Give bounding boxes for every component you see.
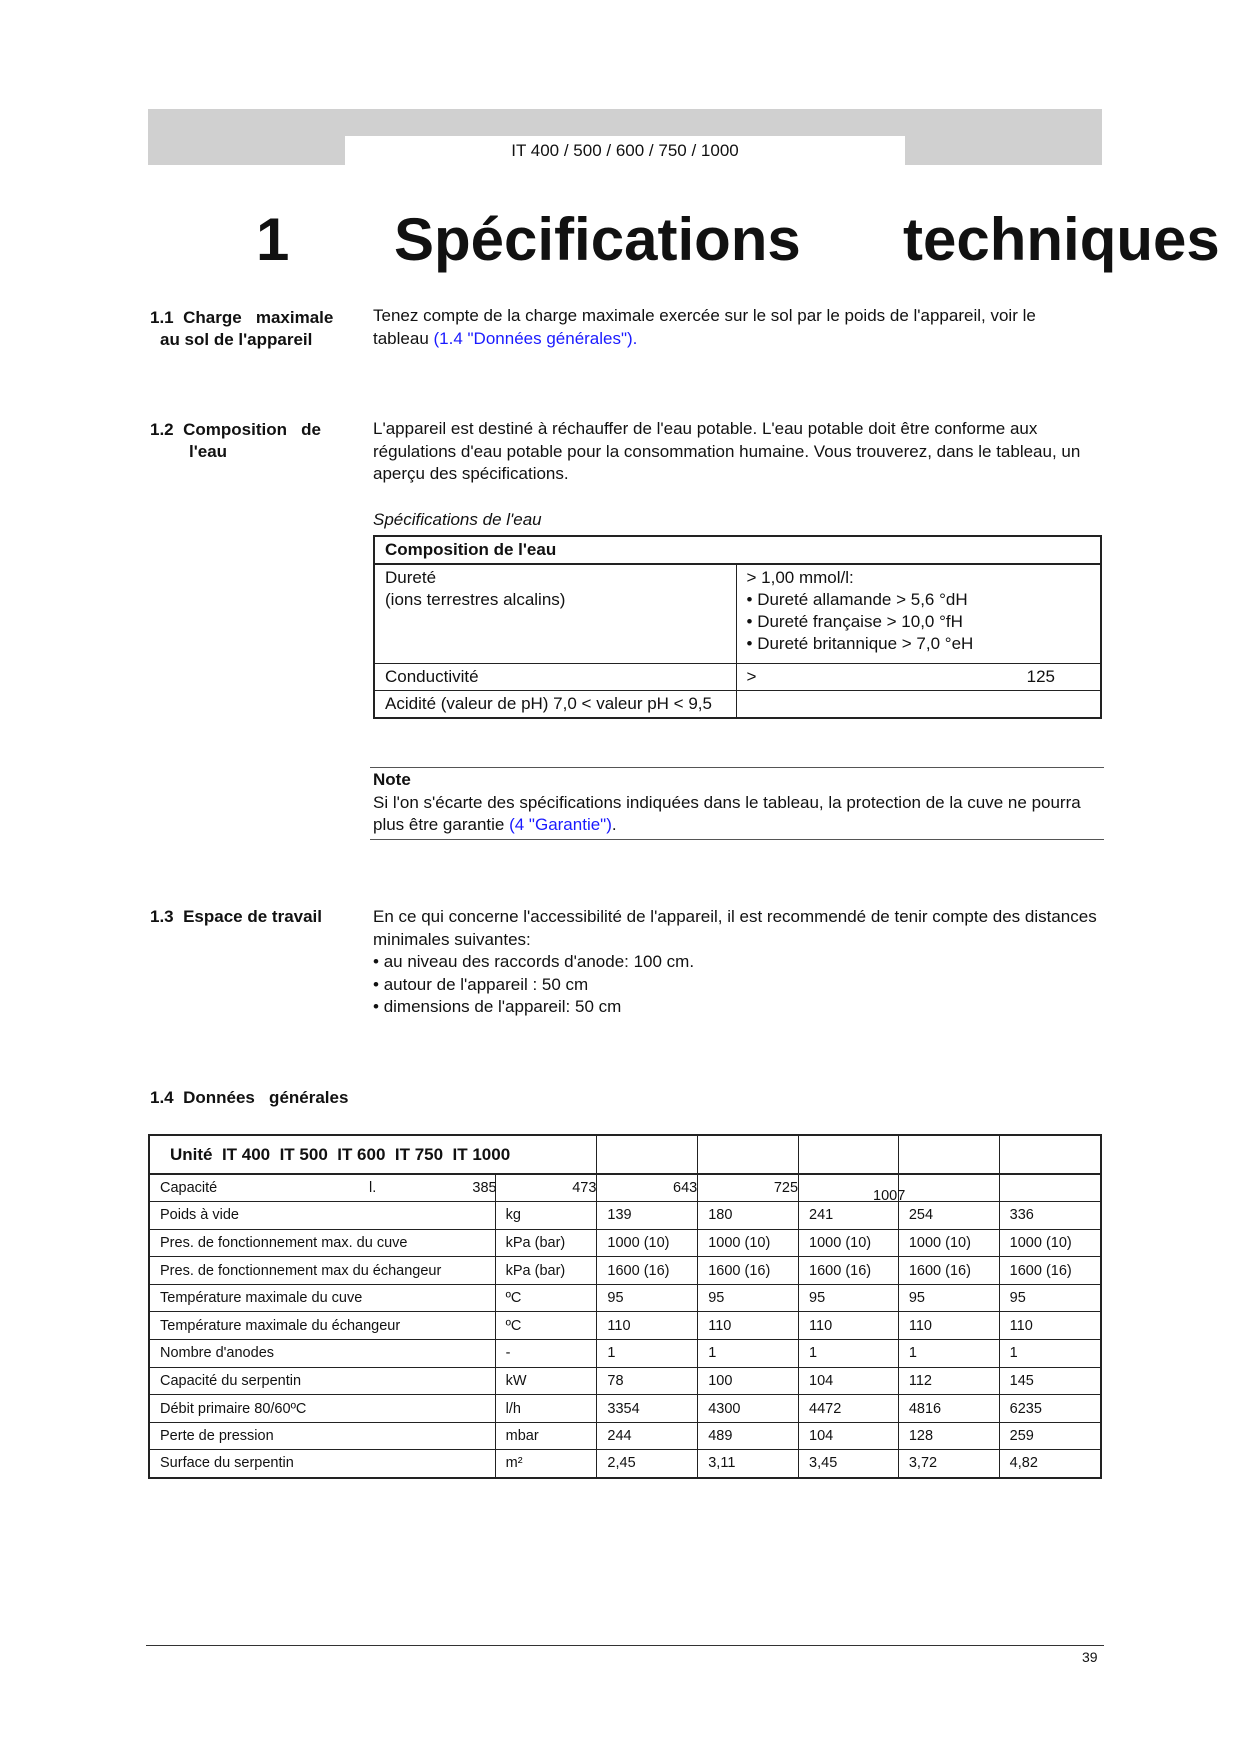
unit: mbar: [495, 1422, 597, 1450]
unit: kW: [495, 1367, 597, 1395]
value: 1: [898, 1340, 999, 1368]
paragraph: Tenez compte de la charge maximale exercée sur le sol par le poids de l'appareil, voir le: [373, 306, 1036, 325]
operator: >: [746, 666, 757, 686]
table-row: [149, 1367, 1101, 1395]
general-data-table: [148, 1134, 1102, 1479]
table-row: [149, 1340, 1101, 1368]
section-number: 1.4: [150, 1088, 174, 1107]
table-caption: Spécifications de l'eau: [373, 510, 542, 529]
section-1-1-text: [373, 305, 1103, 350]
list-item: • autour de l'appareil : 50 cm: [373, 974, 1103, 997]
value: 1600 (16): [698, 1257, 799, 1285]
section-number: 1.2: [150, 420, 174, 439]
unit: l.: [369, 1180, 377, 1197]
value: 95: [597, 1284, 698, 1312]
row-label: Pres. de fonctionnement max du échangeur: [149, 1257, 495, 1285]
value: 643: [597, 1174, 698, 1202]
conductivite-value: [736, 663, 1101, 690]
unit: kPa (bar): [495, 1229, 597, 1257]
value: 95: [898, 1284, 999, 1312]
unit: -: [495, 1340, 597, 1368]
unit: kg: [495, 1202, 597, 1230]
table-header: Composition de l'eau: [374, 536, 1101, 564]
value: 1000 (10): [597, 1229, 698, 1257]
chapter-title: [0, 205, 1241, 275]
value: 4300: [698, 1395, 799, 1423]
value: 78: [597, 1367, 698, 1395]
note-title: Note: [373, 770, 411, 789]
value: 100: [698, 1367, 799, 1395]
unit: kPa (bar): [495, 1257, 597, 1285]
paragraph-cont: tableau: [373, 328, 434, 348]
value: 4,82: [999, 1450, 1101, 1478]
table-row: [149, 1202, 1101, 1230]
list-item: • Dureté française > 10,0 °fH: [747, 611, 1091, 633]
value: 3,72: [898, 1450, 999, 1478]
value: 473: [495, 1174, 597, 1202]
water-spec-table: [373, 535, 1102, 719]
value: 139: [597, 1202, 698, 1230]
value: 6235: [999, 1395, 1101, 1423]
section-title: Espace de travail: [183, 907, 323, 926]
label: (ions terrestres alcalins): [385, 590, 566, 609]
row-label: Poids à vide: [149, 1202, 495, 1230]
section-title-line2: l'eau: [189, 442, 228, 461]
list-item: • dimensions de l'appareil: 50 cm: [373, 996, 1103, 1019]
value: 1000 (10): [799, 1229, 899, 1257]
label: Dureté: [385, 568, 437, 587]
value: 1600 (16): [597, 1257, 698, 1285]
value: 725: [698, 1174, 799, 1202]
divider: [370, 839, 1104, 840]
row-label: Débit primaire 80/60ºC: [149, 1395, 495, 1423]
row-label: Température maximale du échangeur: [149, 1312, 495, 1340]
row-label: Température maximale du cuve: [149, 1284, 495, 1312]
value: 104: [799, 1367, 899, 1395]
section-1-2-text: L'appareil est destiné à réchauffer de l'eau potable. L'eau potable doit être conforme aux régulations d'eau potable pour la consommation humaine. Vous trouverez, dans le tableau, un aperçu des spécifications.: [373, 419, 1081, 483]
row-label: Nombre d'anodes: [149, 1340, 495, 1368]
value: 489: [698, 1422, 799, 1450]
value: 3,11: [698, 1450, 799, 1478]
chapter-number: 1: [256, 206, 290, 273]
value: 1000 (10): [999, 1229, 1101, 1257]
value: 4472: [799, 1395, 899, 1423]
table-row: [149, 1257, 1101, 1285]
unit: ºC: [495, 1312, 597, 1340]
empty-cell: [736, 690, 1101, 718]
cell: [799, 1174, 906, 1205]
value: > 1,00 mmol/l:: [746, 568, 854, 587]
footer-rule: [146, 1645, 1104, 1646]
value: 95: [999, 1284, 1101, 1312]
chapter-word2: techniques: [903, 206, 1220, 273]
header-title: IT 400 / 500 / 600 / 750 / 1000: [345, 136, 905, 165]
section-1-2-heading: [150, 419, 321, 463]
table-header: Unité IT 400 IT 500 IT 600 IT 750 IT 1000: [170, 1145, 511, 1164]
row-label: Pres. de fonctionnement max. du cuve: [149, 1229, 495, 1257]
unit: ºC: [495, 1284, 597, 1312]
value: 1007: [873, 1188, 906, 1205]
table-row: [149, 1422, 1101, 1450]
value: 1600 (16): [898, 1257, 999, 1285]
row-label: Surface du serpentin: [149, 1450, 495, 1478]
list-item: • Dureté britannique > 7,0 °eH: [747, 633, 1091, 655]
value: 3354: [597, 1395, 698, 1423]
value: 1: [999, 1340, 1101, 1368]
value: 4816: [898, 1395, 999, 1423]
link-garantie[interactable]: (4 "Garantie"): [509, 815, 612, 834]
value: 385: [472, 1180, 497, 1197]
value: 1000 (10): [698, 1229, 799, 1257]
value: 110: [799, 1312, 899, 1340]
durete-value: [736, 564, 1101, 663]
durete-label: [374, 564, 736, 663]
note: [373, 769, 1103, 837]
conductivite-label: Conductivité: [374, 663, 736, 690]
section-title: Composition de: [183, 420, 321, 439]
value: 95: [799, 1284, 899, 1312]
row-label: Perte de pression: [149, 1422, 495, 1450]
section-1-3-heading: [150, 906, 322, 928]
page-number: 39: [1082, 1649, 1098, 1665]
value: 1: [698, 1340, 799, 1368]
section-title: Charge maximale: [183, 308, 334, 327]
table-row: [149, 1312, 1101, 1340]
table-row: [149, 1450, 1101, 1478]
section-number: 1.3: [150, 907, 174, 926]
value: 259: [999, 1422, 1101, 1450]
table-row-capacity: [149, 1174, 1101, 1202]
section-1-1-heading: [150, 307, 333, 351]
value: 104: [799, 1422, 899, 1450]
chapter-word1: Spécifications: [394, 206, 801, 273]
link-donnees-generales[interactable]: (1.4 "Données générales").: [433, 328, 638, 348]
value: 145: [999, 1367, 1101, 1395]
list-item: • au niveau des raccords d'anode: 100 cm.: [373, 951, 1103, 974]
value: 110: [597, 1312, 698, 1340]
row-label: Capacité: [160, 1180, 218, 1197]
value: 244: [597, 1422, 698, 1450]
divider: [370, 767, 1104, 768]
value: 336: [999, 1202, 1101, 1230]
section-number: 1.1: [150, 308, 174, 327]
section-title: Données générales: [183, 1088, 349, 1107]
capacity-cell: [149, 1174, 495, 1202]
value: 254: [898, 1202, 999, 1230]
unit: m²: [495, 1450, 597, 1478]
value: 1000 (10): [898, 1229, 999, 1257]
value: 2,45: [597, 1450, 698, 1478]
value: 110: [999, 1312, 1101, 1340]
value: 1600 (16): [999, 1257, 1101, 1285]
note-end: .: [611, 815, 617, 834]
value: 110: [698, 1312, 799, 1340]
value: 180: [698, 1202, 799, 1230]
acidite-label: Acidité (valeur de pH) 7,0 < valeur pH < 9,5: [374, 690, 736, 718]
table-row: [149, 1284, 1101, 1312]
unit: l/h: [495, 1395, 597, 1423]
section-1-3-text: [373, 906, 1103, 1019]
value: 95: [698, 1284, 799, 1312]
value: 3,45: [799, 1450, 899, 1478]
section-title-line2: au sol de l'appareil: [160, 330, 313, 349]
paragraph: En ce qui concerne l'accessibilité de l'appareil, il est recommendé de tenir compte des distances minimales suivantes:: [373, 907, 1097, 949]
list-item: • Dureté allamande > 5,6 °dH: [747, 589, 1091, 611]
table-row: [149, 1229, 1101, 1257]
value: 1: [799, 1340, 899, 1368]
section-1-4-heading: [150, 1087, 348, 1109]
table-row: [149, 1395, 1101, 1423]
value: 125: [1026, 666, 1055, 686]
value: 112: [898, 1367, 999, 1395]
value: 128: [898, 1422, 999, 1450]
value: 1600 (16): [799, 1257, 899, 1285]
value: 110: [898, 1312, 999, 1340]
value: 1: [597, 1340, 698, 1368]
row-label: Capacité du serpentin: [149, 1367, 495, 1395]
table-header-cell: [149, 1135, 597, 1174]
note-text: Si l'on s'écarte des spécifications indiquées dans le tableau, la protection de la cuve ne pourra plus être garantie: [373, 792, 1081, 834]
value: 241: [799, 1202, 899, 1230]
